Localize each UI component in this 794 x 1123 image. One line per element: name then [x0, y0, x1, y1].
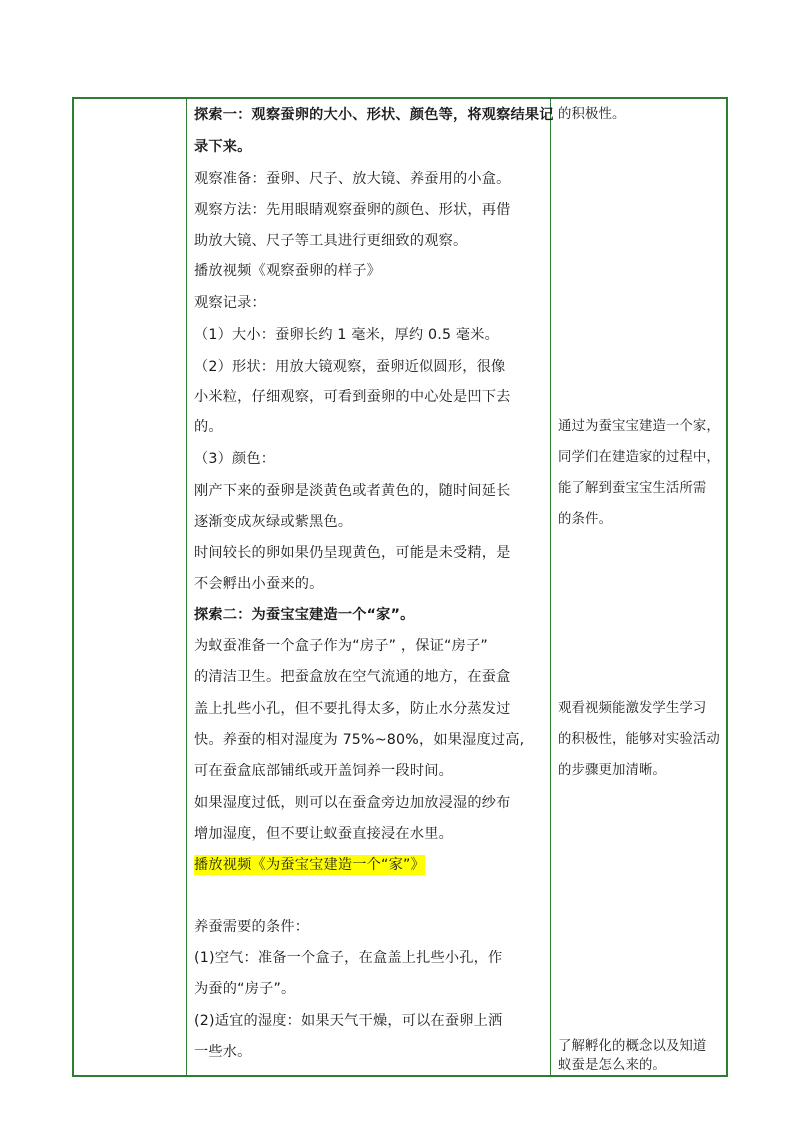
note-build-home-l2: 同学们在建造家的过程中，: [558, 450, 720, 465]
condition-air: (1)空气：准备一个盒子，在盒盖上扎些小孔，作: [194, 950, 503, 966]
video-observe-eggs: 播放视频《观察蚕卵的样子》: [194, 263, 382, 279]
note-build-home-l3: 能了解到蚕宝宝生活所需: [558, 481, 707, 496]
explore2-para2-l2: 增加湿度，但不要让蚁蚕直接浸在水里。: [194, 826, 453, 842]
old-egg-note: 时间较长的卵如果仍呈现黄色，可能是未受精，是: [194, 545, 511, 561]
explore2-para1-l3: 盖上扎些小孔，但不要扎得太多，防止水分蒸发过: [194, 701, 511, 717]
observation-method-cont: 助放大镜、尺子等工具进行更细致的观察。: [194, 233, 468, 249]
record-shape-cont: 小米粒，仔细观察，可看到蚕卵的中心处是凹下去: [194, 389, 511, 405]
explore2-para1: 为蚁蚕准备一个盒子作为“房子” ，保证“房子”: [194, 638, 488, 654]
old-egg-note-cont: 不会孵出小蚕来的。: [194, 576, 324, 592]
record-shape-end: 的。: [194, 419, 223, 435]
explore1-title-cont: 录下来。: [194, 139, 252, 155]
note-hatching-l2: 蚁蚕是怎么来的。: [558, 1058, 666, 1073]
condition-humidity-cont: 一些水。: [194, 1044, 252, 1060]
note-build-home: 通过为蚕宝宝建造一个家，: [558, 419, 720, 434]
note-build-home-l4: 的条件。: [558, 512, 612, 527]
observation-method: 观察方法：先用眼睛观察蚕卵的颜色、形状，再借: [194, 202, 511, 218]
lesson-table: [72, 97, 728, 1077]
condition-air-cont: 为蚕的“房子”。: [194, 981, 296, 997]
record-color: （3）颜色：: [194, 451, 276, 467]
record-shape: （2）形状：用放大镜观察，蚕卵近似圆形，很像: [194, 359, 506, 375]
explore2-para1-l4: 快。养蚕的相对湿度为 75%~80%，如果湿度过高,: [194, 732, 525, 748]
color-detail: 刚产下来的蚕卵是淡黄色或者黄色的，随时间延长: [194, 483, 511, 499]
video-build-home: 播放视频《为蚕宝宝建造一个“家”》: [194, 857, 425, 873]
column-divider-right: [550, 99, 551, 1075]
column-divider-left: [186, 99, 187, 1075]
note-video-l2: 的积极性，能够对实验活动: [558, 732, 720, 747]
condition-humidity: (2)适宜的湿度：如果天气干燥，可以在蚕卵上洒: [194, 1013, 503, 1029]
color-detail-cont: 逐渐变成灰绿或紫黑色。: [194, 514, 353, 530]
explore2-para2: 如果湿度过低，则可以在蚕盒旁边加放浸湿的纱布: [194, 795, 511, 811]
conditions-title: 养蚕需要的条件：: [194, 919, 310, 935]
explore2-title: 探索二：为蚕宝宝建造一个“家”。: [194, 607, 415, 623]
note-motivation: 的积极性。: [558, 107, 626, 122]
explore2-para1-l2: 的清洁卫生。把蚕盒放在空气流通的地方，在蚕盒: [194, 669, 511, 685]
note-hatching: 了解孵化的概念以及知道: [558, 1039, 707, 1054]
explore2-para1-l5: 可在蚕盒底部铺纸或开盖饲养一段时间。: [194, 763, 453, 779]
note-video: 观看视频能激发学生学习: [558, 701, 707, 716]
record-size: （1）大小：蚕卵长约 1 毫米，厚约 0.5 毫米。: [194, 327, 500, 343]
explore1-title: 探索一：观察蚕卵的大小、形状、颜色等，将观察结果记: [194, 107, 554, 123]
observation-prep: 观察准备：蚕卵、尺子、放大镜、养蚕用的小盒。: [194, 171, 511, 187]
observation-record: 观察记录：: [194, 295, 266, 311]
note-video-l3: 的步骤更加清晰。: [558, 763, 666, 778]
